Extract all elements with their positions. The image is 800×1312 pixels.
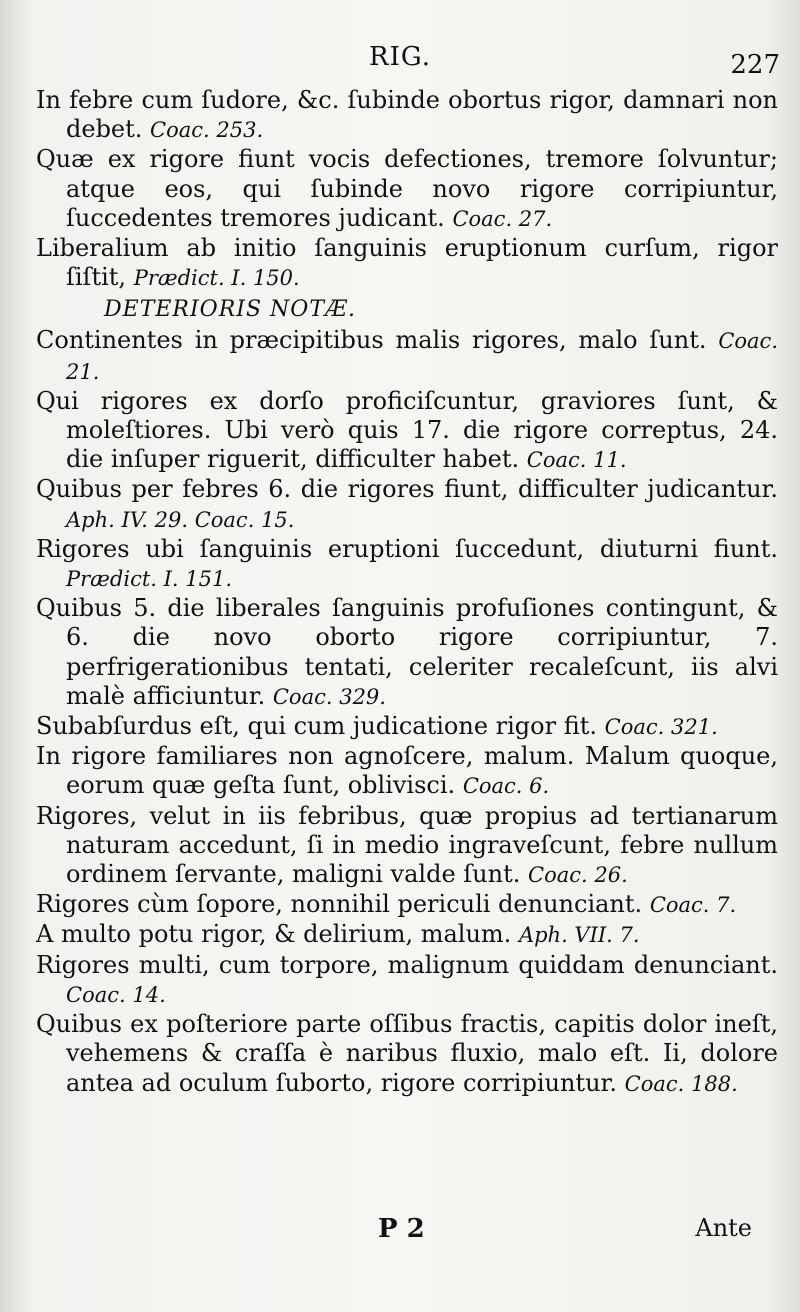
entry-text: A multo potu rigor, & delirium, malum. <box>36 920 512 949</box>
entry <box>36 890 778 920</box>
entry-reference: Coac. 188. <box>624 1071 738 1096</box>
entry <box>36 475 778 534</box>
entry-reference: Coac. 21. <box>66 329 778 384</box>
entry-reference: Coac. 253. <box>150 118 264 143</box>
entry-text: In febre cum ſudore, &c. ſubinde obortus rigor, damnari non debet. <box>36 86 778 144</box>
entry-text: Qui rigores ex dorſo proficiſcuntur, graviores ſunt, & moleſtiores. Ubi verò quis 17. die rigore correptus, 24. die inſuper riguerit, difficulter habet. <box>36 386 778 474</box>
entry-reference: Prædict. I. 151. <box>66 567 233 592</box>
entry-reference: Coac. 27. <box>452 206 553 231</box>
page-footer <box>0 1214 800 1246</box>
page-header <box>0 42 800 82</box>
entry-reference: Prædict. I. 150. <box>133 266 300 291</box>
entry-reference: Coac. 7. <box>649 893 737 918</box>
entry <box>36 387 778 476</box>
entry-reference: Coac. 6. <box>462 774 550 799</box>
page-number: 227 <box>730 50 780 80</box>
entry-reference: Coac. 321. <box>604 715 718 740</box>
running-head: RIG. <box>369 42 431 72</box>
entry-text: Rigores multi, cum torpore, malignum quiddam denunciant. <box>36 950 778 979</box>
entry-text: Rigores ubi ſanguinis eruptioni ſuccedunt, diuturni fiunt. <box>36 534 778 563</box>
signature-mark: P 2 <box>378 1214 425 1244</box>
entry-reference: Aph. IV. 29. Coac. 15. <box>66 507 295 532</box>
entry-text: Quibus per febres 6. die rigores fiunt, difficulter judicantur. <box>36 475 778 504</box>
entry-reference: Coac. 11. <box>526 448 627 473</box>
entry <box>36 920 778 950</box>
entry-text: Quibus 5. die liberales ſanguinis profuſiones contingunt, & 6. die novo oborto rigore corripiuntur, 7. perfrigerationibus tentati, celeriter recaleſcunt, iis alvi malè afficiuntur. <box>36 594 778 710</box>
entry-reference: Coac. 14. <box>66 982 166 1007</box>
entry <box>36 594 778 712</box>
entry <box>36 234 778 293</box>
entry-text: Rigores cùm ſopore, nonnihil periculi denunciant. <box>36 890 643 919</box>
entry <box>36 712 778 742</box>
entry <box>36 145 778 234</box>
entry-text: Quibus ex poſteriore parte oſſibus fractis, capitis dolor ineſt, vehemens & craſſa è naribus fluxio, malo eſt. Ii, dolore antea ad oculum ſuborto, rigore corripiuntur. <box>36 1010 778 1097</box>
entry <box>36 535 778 594</box>
entry <box>36 951 778 1010</box>
entry-reference: Coac. 26. <box>528 863 628 888</box>
entry-reference: Coac. 329. <box>272 684 386 709</box>
entry-text: Subabſurdus eſt, qui cum judicatione rigor fit. <box>36 712 597 741</box>
entry <box>36 326 778 386</box>
entry-text: Rigores, velut in iis febribus, quæ propius ad tertianarum naturam accedunt, ſi in medio ingraveſcunt, febre nullum ordinem ſervante, maligni valde ſunt. <box>36 801 778 889</box>
entry-text: Quæ ex rigore fiunt vocis defectiones, tremore ſolvuntur; atque eos, qui ſubinde novo rigore corripiuntur, ſuccedentes tremores judicant. <box>36 145 778 232</box>
section-heading: DETERIORIS NOTÆ. <box>104 297 357 323</box>
entry <box>36 86 778 145</box>
entry-text: Liberalium ab initio ſanguinis eruptionum curſum, rigor ſiſtit, <box>36 234 778 292</box>
entry <box>36 1010 778 1099</box>
catchword: Ante <box>695 1214 752 1242</box>
entry <box>36 802 778 891</box>
page-body <box>36 86 778 1099</box>
entry <box>36 742 778 801</box>
entry-reference: Aph. VII. 7. <box>518 923 640 948</box>
entry-text: In rigore familiares non agnoſcere, malum. Malum quoque, eorum quæ geſta ſunt, oblivisci. <box>36 742 778 800</box>
entry-text: Continentes in præcipitibus malis rigores, malo ſunt. <box>36 326 707 355</box>
